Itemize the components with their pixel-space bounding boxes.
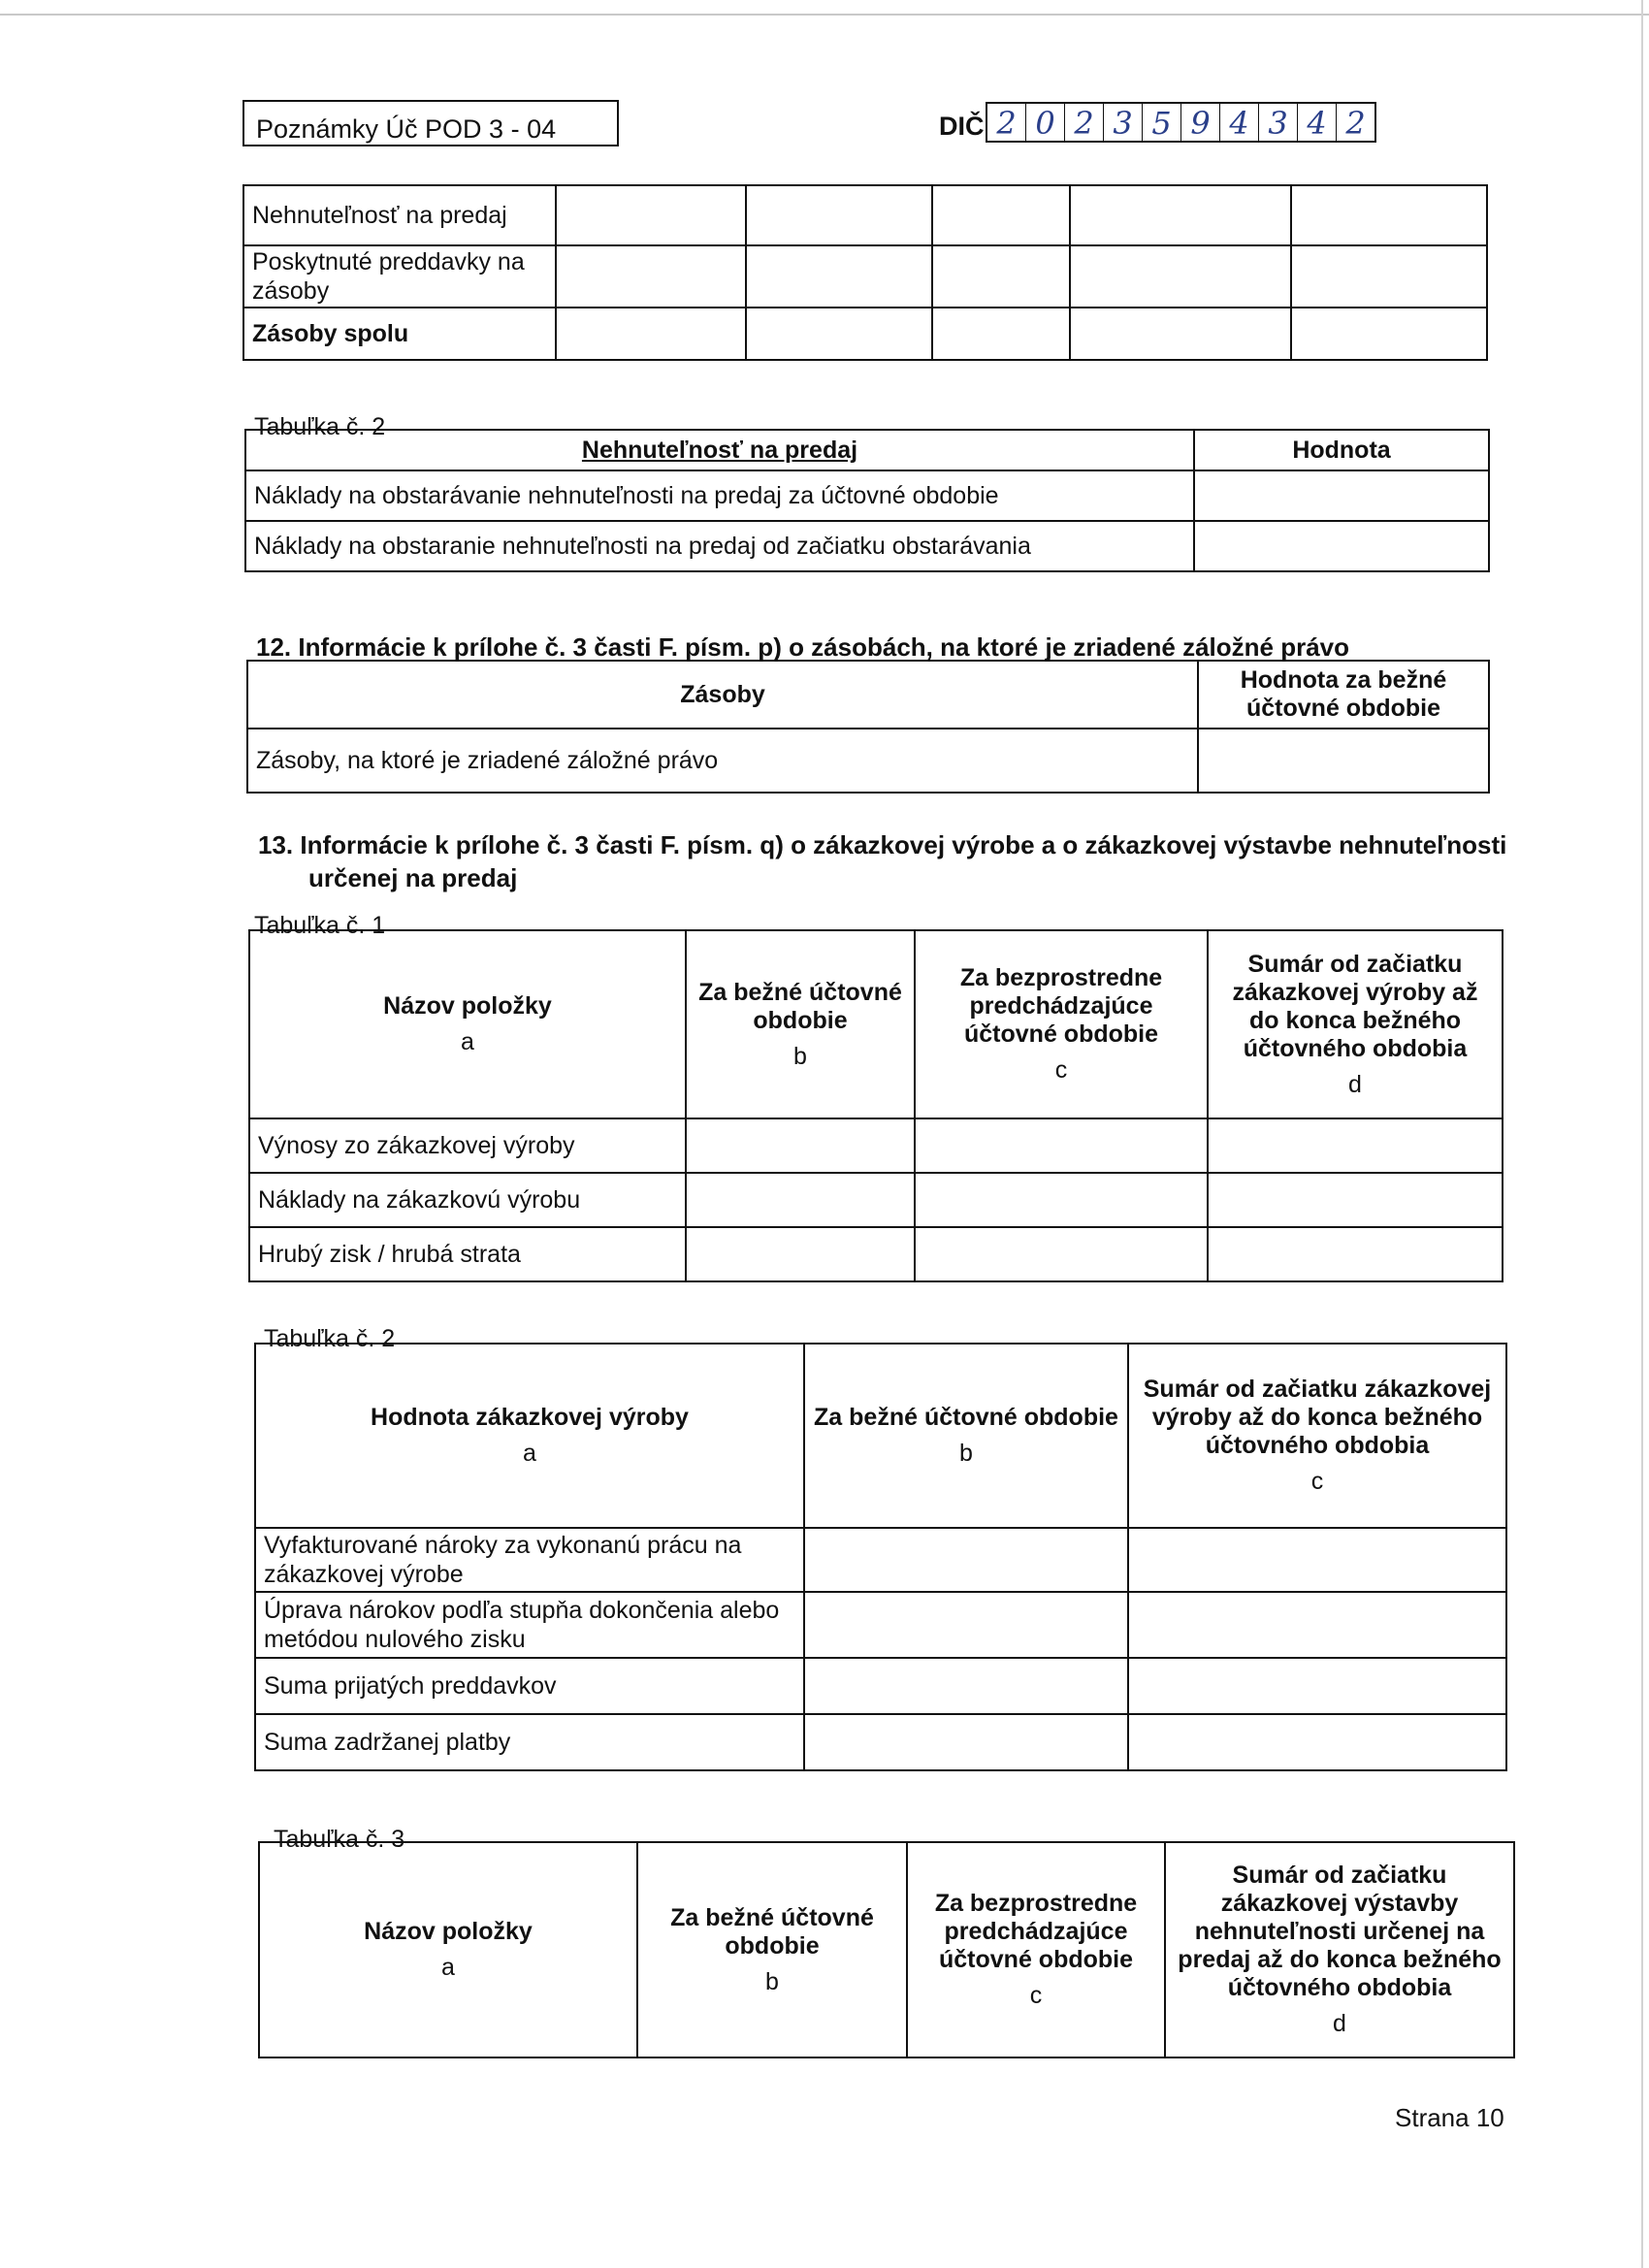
row-label: Úprava nárokov podľa stupňa dokončenia alebo metódou nulového zisku <box>255 1592 804 1658</box>
table-row <box>255 1714 1506 1770</box>
value-cell[interactable] <box>746 245 932 308</box>
column-header-cell <box>686 930 915 1118</box>
contract-production-table-2 <box>254 1343 1507 1771</box>
value-cell[interactable] <box>1128 1658 1506 1714</box>
row-label: Vyfakturované nároky za vykonanú prácu na zákazkovej výrobe <box>255 1528 804 1592</box>
pledged-stocks-table <box>246 660 1490 794</box>
property-construction-table-3 <box>258 1841 1515 2058</box>
row-label: Suma zadržanej platby <box>255 1714 804 1770</box>
table-row <box>255 1592 1506 1658</box>
table-row <box>249 1118 1503 1173</box>
row-label: Nehnuteľnosť na predaj <box>243 185 556 245</box>
table-caption: Tabuľka č. 2 <box>254 413 386 440</box>
row-label: Suma prijatých preddavkov <box>255 1658 804 1714</box>
column-header-cell <box>259 1842 637 2057</box>
column-letter: b <box>765 1967 779 1995</box>
value-cell[interactable] <box>1128 1528 1506 1592</box>
column-header-cell <box>1165 1842 1514 2057</box>
form-code: Poznámky Úč POD 3 - 04 <box>256 114 557 144</box>
value-cell[interactable] <box>1208 1227 1503 1281</box>
table-caption: Tabuľka č. 3 <box>274 1826 405 1853</box>
page-edge <box>0 14 1649 16</box>
column-header: Zásoby <box>247 661 1198 729</box>
value-cell[interactable] <box>1198 729 1489 793</box>
dic-digit[interactable]: 4 <box>1298 104 1337 141</box>
value-cell[interactable] <box>932 185 1070 245</box>
value-cell[interactable] <box>1128 1592 1506 1658</box>
column-letter: b <box>793 1042 807 1070</box>
section-13-title: 13. Informácie k prílohe č. 3 časti F. písm. q) o zákazkovej výrobe a o zákazkovej výstavbe nehnuteľnosti <box>258 830 1507 859</box>
column-header: Za bežné účtovné obdobie <box>814 1404 1118 1431</box>
table-row <box>243 245 1487 308</box>
column-letter: a <box>461 1028 474 1055</box>
page-edge <box>1641 0 1643 2268</box>
value-cell[interactable] <box>804 1714 1128 1770</box>
row-label: Výnosy zo zákazkovej výroby <box>249 1118 686 1173</box>
column-letter: b <box>959 1440 973 1467</box>
value-cell[interactable] <box>1291 185 1487 245</box>
value-cell[interactable] <box>1291 308 1487 360</box>
table-row <box>255 1658 1506 1714</box>
column-header: Hodnota <box>1194 430 1489 470</box>
table-header-row <box>245 430 1489 470</box>
section-12-title: 12. Informácie k prílohe č. 3 časti F. písm. p) o zásobách, na ktoré je zriadené záložné právo <box>256 632 1350 662</box>
value-cell[interactable] <box>1208 1173 1503 1227</box>
column-header-cell <box>637 1842 907 2057</box>
table-row <box>245 470 1489 521</box>
value-cell[interactable] <box>1194 470 1489 521</box>
column-header-cell <box>255 1344 804 1528</box>
dic-digit[interactable]: 2 <box>987 104 1026 141</box>
value-cell[interactable] <box>915 1227 1208 1281</box>
value-cell[interactable] <box>686 1173 915 1227</box>
column-header-cell <box>1208 930 1503 1118</box>
contract-production-table-1 <box>248 929 1504 1282</box>
column-letter: c <box>1054 1056 1068 1084</box>
page-number: Strana 10 <box>1395 2103 1504 2132</box>
column-letter: a <box>523 1440 536 1467</box>
value-cell[interactable] <box>686 1118 915 1173</box>
value-cell[interactable] <box>932 245 1070 308</box>
table-row <box>255 1528 1506 1592</box>
value-cell[interactable] <box>1208 1118 1503 1173</box>
section-13-title-cont: určenej na predaj <box>308 863 518 892</box>
dic-digit[interactable]: 3 <box>1104 104 1143 141</box>
value-cell[interactable] <box>1070 308 1291 360</box>
column-header: Názov položky <box>364 1918 533 1945</box>
row-label: Náklady na obstarávanie nehnuteľnosti na predaj za účtovné obdobie <box>245 470 1194 521</box>
value-cell[interactable] <box>1194 521 1489 571</box>
row-label: Náklady na zákazkovú výrobu <box>249 1173 686 1227</box>
column-header: Za bežné účtovné obdobie <box>670 1903 874 1960</box>
column-header: Za bežné účtovné obdobie <box>698 978 902 1034</box>
value-cell[interactable] <box>915 1173 1208 1227</box>
table-header-row <box>255 1344 1506 1528</box>
value-cell[interactable] <box>915 1118 1208 1173</box>
column-header: Za bezprostredne predchádzajúce účtovné obdobie <box>959 964 1163 1048</box>
row-label: Hrubý zisk / hrubá strata <box>249 1227 686 1281</box>
value-cell[interactable] <box>804 1528 1128 1592</box>
dic-label: DIČ <box>939 112 985 141</box>
row-label: Zásoby, na ktoré je zriadené záložné právo <box>247 729 1198 793</box>
column-letter: d <box>1333 2010 1346 2037</box>
table-caption: Tabuľka č. 2 <box>264 1325 396 1352</box>
column-header: Názov položky <box>383 992 552 1020</box>
table-row <box>245 521 1489 571</box>
column-header-cell <box>907 1842 1165 2057</box>
value-cell[interactable] <box>1070 185 1291 245</box>
value-cell[interactable] <box>686 1227 915 1281</box>
value-cell[interactable] <box>1070 245 1291 308</box>
column-header: Sumár od začiatku zákazkovej výroby až do konca bežného účtovného obdobia <box>1143 1376 1492 1459</box>
column-header: Sumár od začiatku zákazkovej výstavby nehnuteľnosti určenej na predaj až do konca bežného účtovného obdobia <box>1178 1862 1502 2001</box>
value-cell[interactable] <box>746 185 932 245</box>
dic-digit[interactable]: 9 <box>1181 104 1220 141</box>
row-label: Náklady na obstaranie nehnuteľnosti na predaj od začiatku obstarávania <box>245 521 1194 571</box>
dic-field[interactable] <box>986 102 1376 143</box>
table-header-row <box>249 930 1503 1118</box>
column-header: Nehnuteľnosť na predaj <box>245 430 1194 470</box>
table-row <box>249 1227 1503 1281</box>
column-letter: c <box>1029 1982 1043 2009</box>
column-header: Hodnota zákazkovej výroby <box>371 1404 689 1431</box>
row-label: Poskytnuté preddavky na zásoby <box>243 245 556 308</box>
column-letter: a <box>441 1954 455 1981</box>
dic-digit[interactable]: 2 <box>1345 105 1366 142</box>
dic-digit[interactable]: 5 <box>1143 104 1181 141</box>
value-cell[interactable] <box>1291 245 1487 308</box>
column-header: Sumár od začiatku zákazkovej výroby až do konca bežného účtovného obdobia <box>1232 950 1478 1062</box>
dic-digit[interactable]: 4 <box>1220 104 1259 141</box>
table-header-row <box>247 661 1489 729</box>
value-cell[interactable] <box>556 308 746 360</box>
column-header: Za bezprostredne predchádzajúce účtovné obdobie <box>934 1890 1138 1973</box>
column-header-cell <box>249 930 686 1118</box>
column-header-cell <box>804 1344 1128 1528</box>
property-table <box>244 429 1490 572</box>
value-cell[interactable] <box>932 308 1070 360</box>
stocks-table <box>242 184 1488 361</box>
column-header-cell <box>915 930 1208 1118</box>
value-cell[interactable] <box>556 245 746 308</box>
table-row <box>243 308 1487 360</box>
column-header: Hodnota za bežné účtovné obdobie <box>1198 661 1489 729</box>
dic-digit[interactable]: 3 <box>1259 104 1298 141</box>
row-label-total: Zásoby spolu <box>243 308 556 360</box>
column-letter: c <box>1310 1468 1324 1495</box>
table-row <box>247 729 1489 793</box>
value-cell[interactable] <box>1128 1714 1506 1770</box>
value-cell[interactable] <box>556 185 746 245</box>
table-row <box>249 1173 1503 1227</box>
value-cell[interactable] <box>804 1658 1128 1714</box>
table-header-row <box>259 1842 1514 2057</box>
value-cell[interactable] <box>804 1592 1128 1658</box>
column-letter: d <box>1348 1070 1362 1098</box>
column-header-cell <box>1128 1344 1506 1528</box>
dic-digit[interactable]: 0 <box>1026 104 1065 141</box>
table-caption: Tabuľka č. 1 <box>254 912 386 939</box>
form-code-box <box>242 100 619 146</box>
value-cell[interactable] <box>746 308 932 360</box>
dic-digit[interactable]: 2 <box>1065 104 1104 141</box>
table-row <box>243 185 1487 245</box>
